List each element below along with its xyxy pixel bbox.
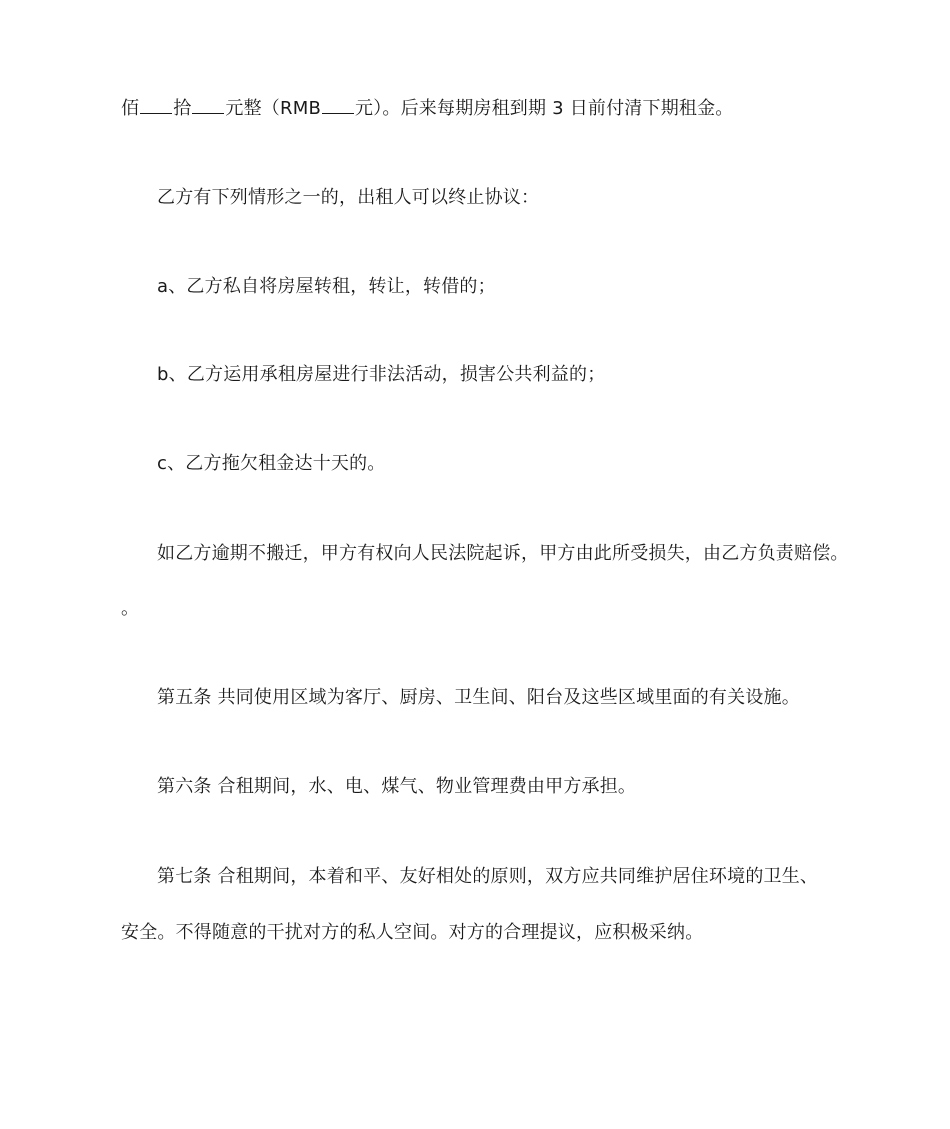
termination-intro: 乙方有下列情形之一的，出租人可以终止协议： xyxy=(157,187,540,208)
article-6: 第六条 合租期间，水、电、煤气、物业管理费由甲方承担。 xyxy=(157,776,637,797)
overdue-line: 如乙方逾期不搬迁，甲方有权向人民法院起诉，甲方由此所受损失，由乙方负责赔偿。 xyxy=(157,543,849,564)
overdue-trailing-mark: 。 xyxy=(121,598,140,619)
rent-payment-line xyxy=(121,97,861,121)
blank-hundreds xyxy=(140,97,172,114)
clause-a: a、乙方私自将房屋转租，转让，转借的； xyxy=(157,276,496,297)
article-7-line-1: 第七条 合租期间，本着和平、友好相处的原则，双方应共同维护居住环境的卫生、 xyxy=(157,866,819,887)
rent-text-shi: 拾 xyxy=(173,98,192,119)
clause-c: c、乙方拖欠租金达十天的。 xyxy=(157,453,386,474)
rent-text-yuan: 元整（RMB xyxy=(225,98,321,119)
article-5: 第五条 共同使用区域为客厅、厨房、卫生间、阳台及这些区域里面的有关设施。 xyxy=(157,687,800,708)
blank-tens xyxy=(192,97,224,114)
article-7-line-2: 安全。不得随意的干扰对方的私人空间。对方的合理提议，应积极采纳。 xyxy=(121,922,704,943)
rent-text-tail: 元）。后来每期房租到期 3 日前付清下期租金。 xyxy=(355,98,734,119)
blank-rmb xyxy=(322,97,354,114)
rent-text-bai: 佰 xyxy=(121,98,140,119)
clause-b: b、乙方运用承租房屋进行非法活动，损害公共利益的； xyxy=(157,364,606,385)
